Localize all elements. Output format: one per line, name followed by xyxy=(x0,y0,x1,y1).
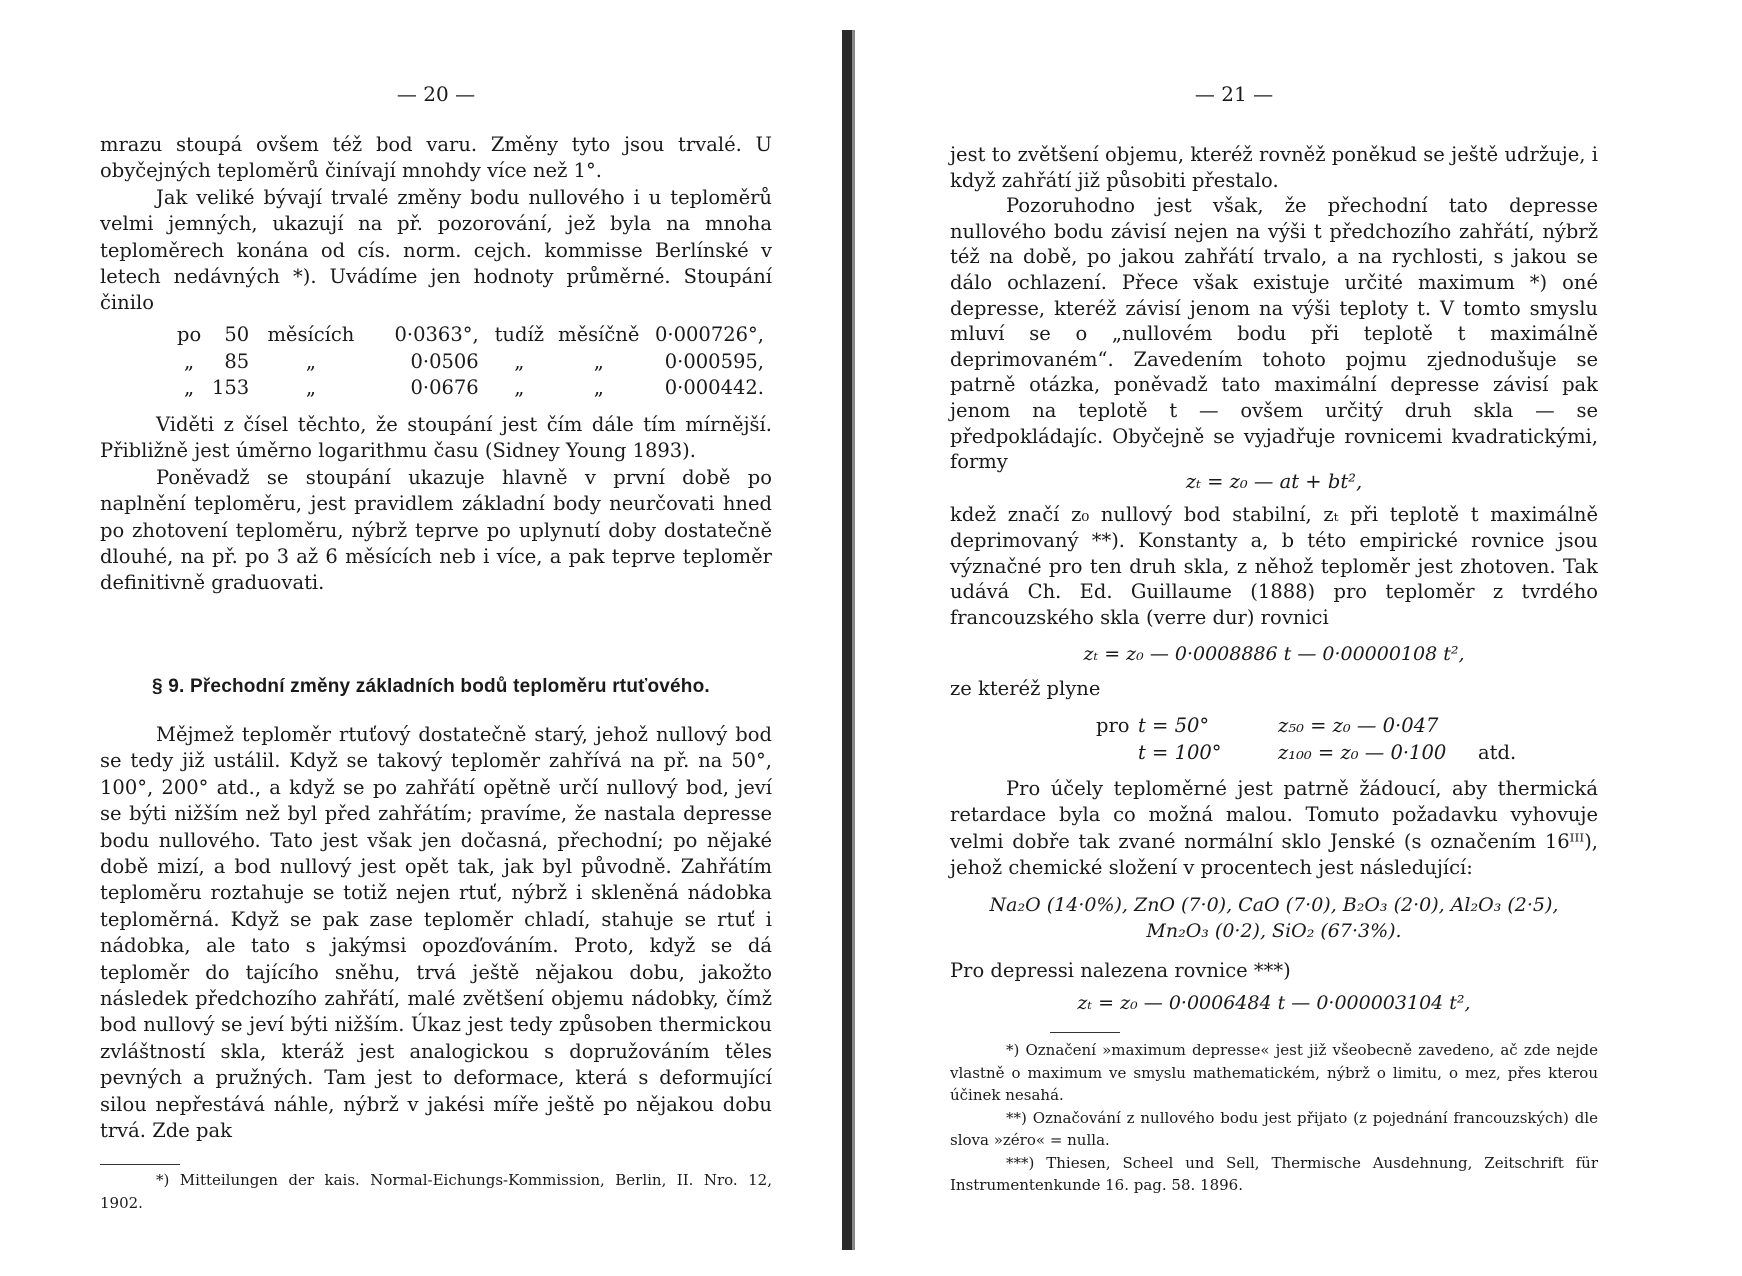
footnote-rule xyxy=(100,1164,180,1165)
table-cell: 0·0363°, xyxy=(394,323,479,346)
calc-t: t = 50° xyxy=(1138,714,1210,737)
right-page-body-3 xyxy=(950,776,1598,882)
table-cell: „ xyxy=(593,376,604,399)
calc-row xyxy=(1096,712,1576,739)
table-cell: 85 xyxy=(224,349,250,373)
rise-table xyxy=(172,322,772,402)
footnote: *) Mitteilungen der kais. Normal-Eichungs-Kommission, Berlin, II. Nro. 12, 1902. xyxy=(100,1171,772,1212)
calc-row xyxy=(1096,739,1576,766)
book-gutter-shadow xyxy=(852,30,855,1250)
page-number-right: — 21 — xyxy=(1194,82,1274,106)
table-cell: „ xyxy=(593,349,604,373)
table-row xyxy=(172,349,772,376)
left-page-body-2 xyxy=(100,412,772,597)
table-cell: „ xyxy=(514,349,525,373)
table-cell: 0·000726°, xyxy=(655,323,764,346)
composition-line: Mn₂O₃ (0·2), SiO₂ (67·3%). xyxy=(1146,920,1402,942)
calc-pre: pro xyxy=(1096,714,1130,737)
composition-line: Na₂O (14·0%), ZnO (7·0), CaO (7·0), B₂O₃ (2·0), Al₂O₃ (2·5), xyxy=(989,894,1559,916)
table-cell: 0·0506 xyxy=(410,349,479,373)
left-page-body xyxy=(100,132,772,317)
footnote: **) Označování z nullového bodu jest přijato (z pojednání francouzských) dle slova »zéro« = nulla. xyxy=(950,1108,1598,1149)
table-cell: 0·000442. xyxy=(664,376,764,399)
table-cell: měsících xyxy=(267,323,355,346)
footnote-rule xyxy=(1050,1032,1120,1033)
paragraph: jest to zvětšení objemu, kteréž rovněž poněkud se ještě udržuje, i když zahřátí již působiti přestalo. xyxy=(950,143,1598,192)
paragraph: Jak veliké bývají trvalé změny bodu nullového i u teploměrů velmi jemných, ukazují na př. pozorování, jež byla na mnoha teploměrech konána od cís. norm. cejch. kommisse Berlínské v letech nedávných *). Uvádíme jen hodnoty průměrné. Stoupání činilo xyxy=(100,185,772,315)
calc-t: t = 100° xyxy=(1138,741,1222,764)
equation-quadratic: zₜ = z₀ — at + bt², xyxy=(1185,470,1363,493)
table-cell: „ xyxy=(305,376,316,399)
table-cell: „ xyxy=(514,376,525,399)
page-number-left: — 20 — xyxy=(396,82,476,106)
footnotes-left xyxy=(100,1150,772,1214)
paragraph: mrazu stoupá ovšem též bod varu. Změny tyto jsou trvalé. U obyčejných teploměrů činívají mnohdy více než 1°. xyxy=(100,133,772,183)
table-cell: „ xyxy=(184,376,195,399)
table-cell: 0·0676 xyxy=(410,376,479,399)
paragraph: Viděti z čísel těchto, že stoupání jest čím dále tím mírnější. Přibližně jest úměrno logarithmu času (Sidney Young 1893). xyxy=(100,413,772,463)
table-cell: tudíž xyxy=(494,323,544,346)
calc-pre xyxy=(1096,739,1138,766)
paragraph: Mějmež teploměr rtuťový dostatečně starý, jehož nullový bod se tedy již ustálil. Když se takový teploměr zahřívá na př. na 50°, 100°, 200° atd., a když se po zahřátí opětně určí nullový bod, jeví se býti nižším než byl před zahřátím; pravíme, že nastala depresse bodu nullového. Tato jest však jen dočasná, přechodní; po nějaké době mizí, a bod nullový jest opět tak, jak byl původně. Zahřátím teploměru roztahuje se totiž nejen rtuť, nýbrž i skleněná nádobka teploměrná. Když se pak zase teploměr chladí, stahuje se rtuť i nádobka, ale tato s jakýmsi opozďováním. Proto, když se dá teploměr do tajícího sněhu, trvá ještě nějakou dobu, jakožto následek předchozího zahřátí, malé zvětšení objemu nádobky, čímž bod nullový se jeví býti nižším. Úkaz jest tedy způsoben thermickou zvláštností skla, kteráž jest analogickou s dopružováním těles pevných a pružných. Tam jest to deformace, která s deformující silou nepřestává náhle, nýbrž v jakési míře ještě po nějakou dobu trvá. Zde pak xyxy=(100,723,772,1143)
table-cell: 0·000595, xyxy=(664,349,764,373)
table-cell: 153 xyxy=(211,376,250,399)
paragraph: Pozoruhodno jest však, že přechodní tato depresse nullového bodu závisí nejen na výši t předchozího zahřátí, nýbrž též na době, po jakou zahřátí trvalo, a na rychlosti, s jakou se dálo ochlazení. Přece však existuje určité maximum *) oné depresse, kteréž závisí jenom na výši teploty t. V tomto smyslu mluví se o „nullovém bodu při teplotě t maximálně deprimovaném“. Zavedením tohoto pojmu zjednodušuje se patrně otázka, poněvadž tato maximální depresse závisí pak jenom na teplotě t — ovšem určitý druh skla — se předpokládajíc. Obyčejně se vyjadřuje rovnicemi kvadratickými, formy xyxy=(950,194,1598,474)
paragraph: Pro účely teploměrné jest patrně žádoucí, aby thermická retardace byla co možná malou. Tomuto požadavku vyhovuje velmi dobře tak zvané normální sklo Jenské (s označením 16ᴵᴵᴵ), jehož chemické složení v procentech jest následující: xyxy=(950,777,1598,880)
table-cell: „ xyxy=(305,349,316,373)
calc-post: atd. xyxy=(1478,741,1517,764)
left-page-body-3 xyxy=(100,722,772,1145)
equation-jena: zₜ = z₀ — 0·0006484 t — 0·000003104 t², xyxy=(1077,992,1471,1014)
table-cell: 50 xyxy=(224,323,250,346)
table-cell: měsíčně xyxy=(558,323,640,346)
paragraph: ze kteréž plyne xyxy=(950,677,1101,700)
calc-post xyxy=(1478,712,1538,739)
table-cell: „ xyxy=(184,349,195,373)
paragraph: Pro depressi nalezena rovnice ***) xyxy=(950,959,1291,982)
chemical-composition xyxy=(950,892,1598,944)
section-heading: § 9. Přechodní změny základních bodů teploměru rtuťového. xyxy=(152,676,710,697)
footnotes-right xyxy=(950,1022,1598,1197)
right-page-body xyxy=(950,142,1598,475)
table-cell: po xyxy=(176,323,202,346)
calc-z: z₅₀ = z₀ — 0·047 xyxy=(1278,714,1439,737)
paragraph: kdež značí z₀ nullový bod stabilní, zₜ při teplotě t maximálně deprimovaný **). Konstanty a, b této empirické rovnice jsou význačné pro ten druh skla, z něhož teploměr jest zhotoven. Tak udává Ch. Ed. Guillaume (1888) pro teploměr z tvrdého francouzského skla (verre dur) rovnici xyxy=(950,503,1598,630)
calc-block xyxy=(1096,712,1576,766)
equation-guillaume: zₜ = z₀ — 0·0008886 t — 0·00000108 t², xyxy=(1083,643,1465,665)
table-row xyxy=(172,375,772,402)
table-row xyxy=(172,322,772,349)
footnote: ***) Thiesen, Scheel und Sell, Thermische Ausdehnung, Zeitschrift für Instrumentenkunde 16. pag. 58. 1896. xyxy=(950,1153,1598,1194)
footnote: *) Označení »maximum depresse« jest již všeobecně zavedeno, ač zde nejde vlastně o maximum ve smyslu mathematickém, nýbrž o limitu, o mez, přes kterou účinek nesahá. xyxy=(950,1041,1598,1104)
calc-z: z₁₀₀ = z₀ — 0·100 xyxy=(1278,741,1447,764)
right-page-body-2 xyxy=(950,502,1598,631)
book-gutter xyxy=(842,30,852,1250)
paragraph: Poněvadž se stoupání ukazuje hlavně v první době po naplnění teploměru, jest pravidlem základní body neurčovati hned po zhotovení teploměru, nýbrž teprve po uplynutí doby dostatečně dlouhé, na př. po 3 až 6 měsících neb i více, a pak teprve teploměr definitivně graduovati. xyxy=(100,465,772,595)
